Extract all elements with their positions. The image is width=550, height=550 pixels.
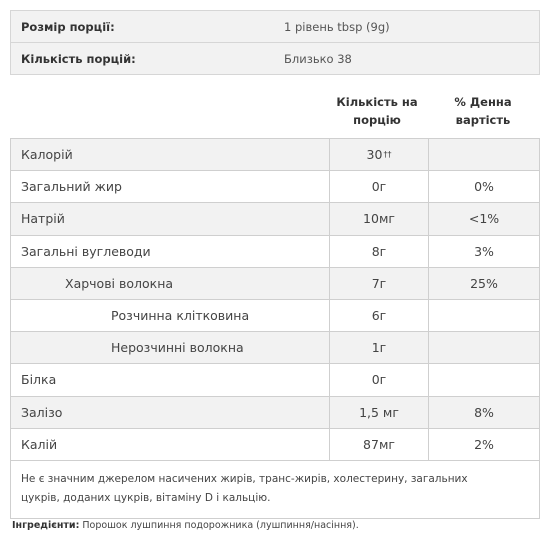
- dv-header-line2: вартість: [455, 113, 511, 127]
- nutrient-amount: 0г: [329, 171, 428, 202]
- nutrient-dv: 25%: [428, 268, 539, 299]
- servings-count-label: Кількість порцій:: [21, 51, 136, 66]
- serving-size-label: Розмір порції:: [21, 19, 115, 34]
- nutrient-amount: 10мг: [329, 203, 428, 234]
- nutrient-amount: 1,5 мг: [329, 397, 428, 428]
- servings-count-value: Близько 38: [284, 51, 352, 66]
- table-row: [11, 139, 539, 170]
- serving-size-value: 1 рівень tbsp (9g): [284, 19, 390, 34]
- nutrient-dv: 0%: [428, 171, 539, 202]
- table-row: [11, 170, 539, 202]
- nutrient-name: Нерозчинні волокна: [111, 340, 244, 356]
- ingredients-text: Порошок лушпиння подорожника (лушпиння/насіння).: [79, 520, 359, 531]
- nutrient-name: Розчинна клітковина: [111, 308, 250, 324]
- dv-header-line1: % Денна: [454, 95, 512, 109]
- nutrient-dv: 2%: [428, 429, 539, 460]
- nutrient-dv: <1%: [428, 203, 539, 234]
- table-row: [11, 396, 539, 428]
- nutrient-name: Білка: [21, 372, 57, 388]
- footnote-line2: цукрів, доданих цукрів, вітаміну D і кальцію.: [21, 491, 271, 504]
- footnote-line1: Не є значним джерелом насичених жирів, транс-жирів, холестерину, загальних: [21, 472, 468, 485]
- table-row: [11, 267, 539, 299]
- amount-per-serving-header: [328, 93, 426, 129]
- nutrient-dv: [428, 139, 539, 170]
- nutrition-table-header: [10, 93, 540, 135]
- amount-header-line1: Кількість на: [336, 95, 418, 109]
- nutrient-dv: [428, 300, 539, 331]
- footnote-text: [11, 460, 539, 518]
- amount-header-line2: порцію: [353, 113, 401, 127]
- serving-size-row: [11, 11, 539, 42]
- nutrient-name: Калій: [21, 436, 58, 452]
- ingredients-label: Інгредієнти:: [12, 520, 80, 531]
- nutrient-name: Загальний жир: [21, 179, 122, 195]
- nutrient-dv: 3%: [428, 236, 539, 267]
- nutrient-dv: [428, 364, 539, 395]
- serving-info-box: [10, 10, 540, 75]
- table-row: [11, 428, 539, 460]
- nutrition-table: [10, 138, 540, 519]
- nutrient-name: Залізо: [21, 404, 63, 420]
- daily-value-header: [428, 93, 538, 129]
- nutrient-amount: [329, 139, 428, 170]
- nutrient-name: Харчові волокна: [65, 275, 174, 291]
- table-row: [11, 202, 539, 234]
- nutrient-amount: 87мг: [329, 429, 428, 460]
- nutrient-dv: 8%: [428, 397, 539, 428]
- nutrient-dv: [428, 332, 539, 363]
- nutrient-amount: 1г: [329, 332, 428, 363]
- servings-count-row: [11, 42, 539, 74]
- nutrient-name: Натрій: [21, 211, 65, 227]
- ingredients-line: [12, 520, 359, 531]
- nutrient-amount: 8г: [329, 236, 428, 267]
- calories-amount: 30: [366, 147, 383, 163]
- nutrient-name: Калорій: [21, 147, 73, 163]
- nutrient-amount: 7г: [329, 268, 428, 299]
- table-row: [11, 331, 539, 363]
- nutrient-amount: 0г: [329, 364, 428, 395]
- table-row: [11, 299, 539, 331]
- nutrient-amount: 6г: [329, 300, 428, 331]
- table-row: [11, 235, 539, 267]
- table-row: [11, 363, 539, 395]
- nutrient-name: Загальні вуглеводи: [21, 243, 151, 259]
- footnote-mark: ††: [383, 150, 392, 160]
